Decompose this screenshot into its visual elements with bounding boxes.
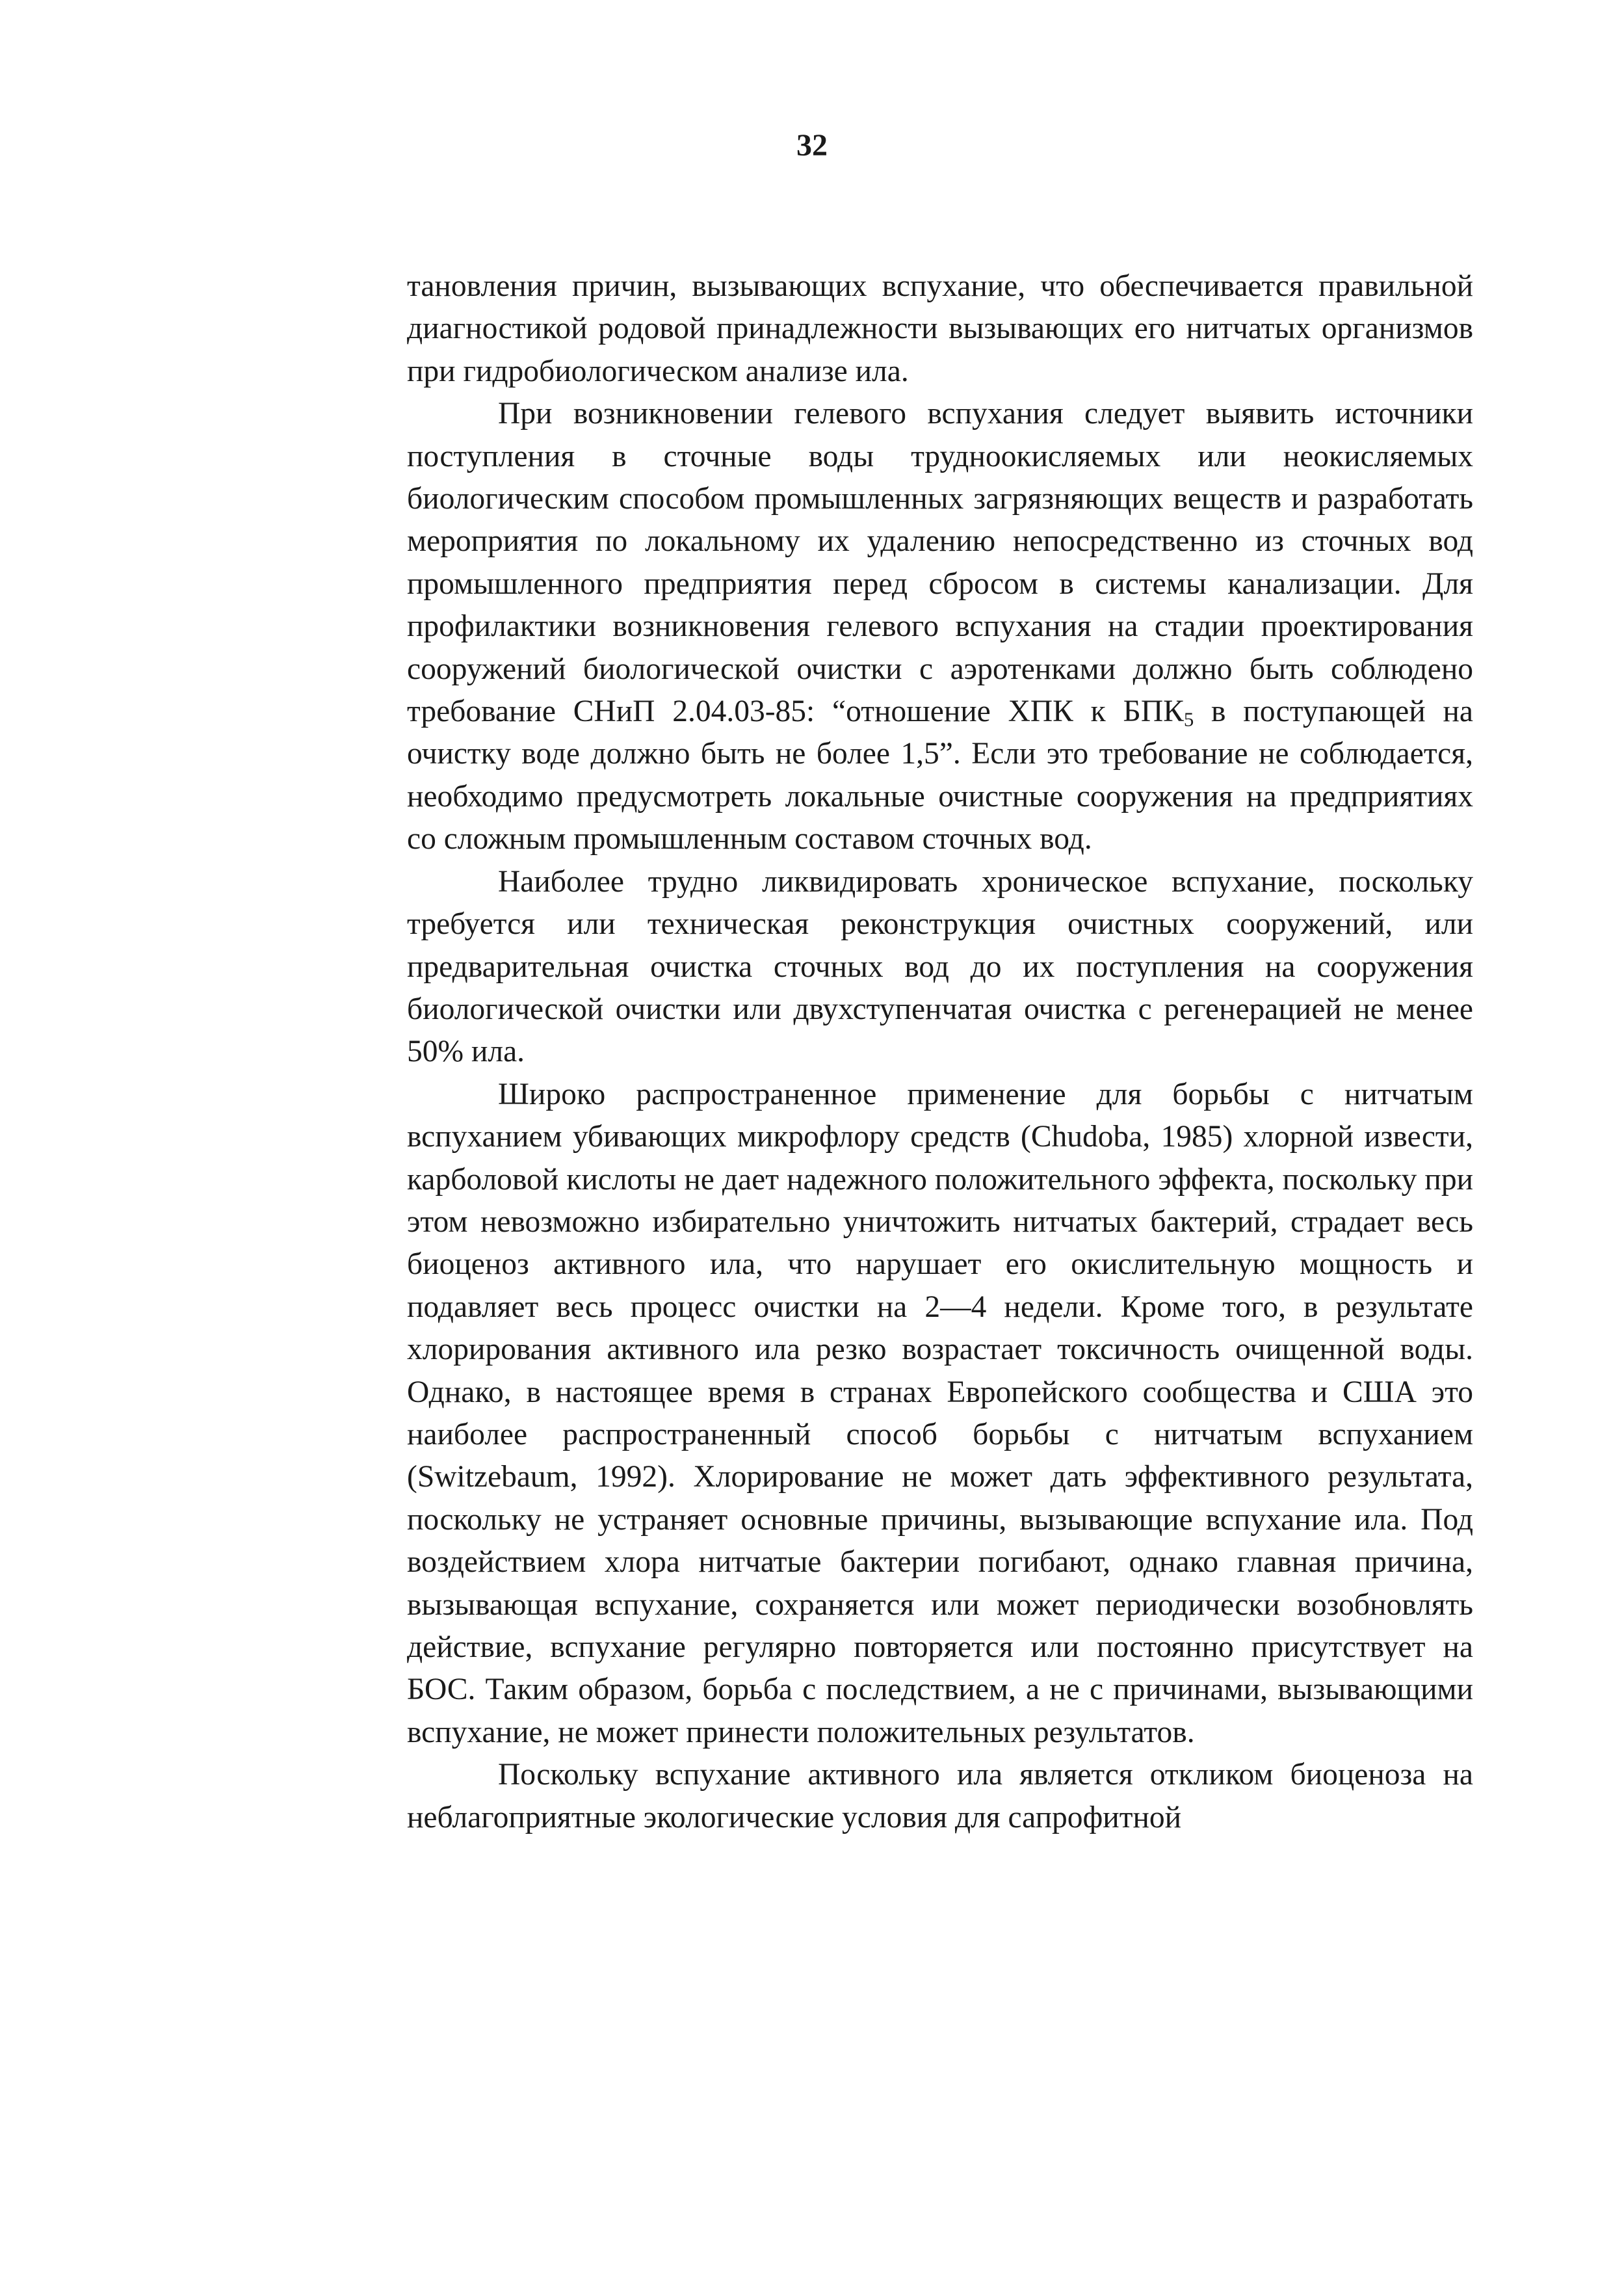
paragraph-text: Наиболее трудно ликвидировать хроническое вспухание, поскольку требуется или техническая реконструкция очистных сооружений, или предварительная очистка сточных вод до их поступления на сооружения биологической очистки или двухступенчатая очистка с регенерацией не менее 50% ила.: [407, 864, 1473, 1069]
subscript: 5: [1183, 708, 1194, 731]
paragraph-text: Поскольку вспухание активного ила является откликом биоценоза на неблагоприятные экологические условия для сапрофитной: [407, 1758, 1473, 1834]
paragraph-text: Широко распространенное применение для борьбы с нитчатым вспуханием убивающих микрофлору средств (Chudoba, 1985) хлорной извести, карболовой кислоты не дает надежного положительного эффекта, поскольку при этом невозможно избирательно уничтожить нитчатых бактерий, страдает весь биоценоз активного ила, что нарушает его окислительную мощность и подавляет весь процесс очистки на 2—4 недели. Кроме того, в результате хлорирования активного ила резко возрастает токсичность очищенной воды. Однако, в настоящее время в странах Европейского сообщества и США это наиболее распространенный способ борьбы с нитчатым вспуханием (Switzebaum, 1992). Хлорирование не может дать эффективного результата, поскольку не устраняет основные причины, вызывающие вспухание ила. Под воздействием хлора нитчатые бактерии погибают, однако главная причина, вызывающая вспухание, сохраняется или может периодически возобновлять действие, вспухание регулярно повторяется или постоянно присутствует на БОС. Таким образом, борьба с последствием, а не с причинами, вызывающими вспухание, не может принести положительных результатов.: [407, 1077, 1473, 1749]
paragraph-text: в поступающей на очистку воде должно быть не более 1,5”. Если это требование не соблюдается, необходимо предусмотреть локальные очистные сооружения на предприятиях со сложным промышленным составом сточных вод.: [407, 695, 1473, 856]
paragraph-text: тановления причин, вызывающих вспухание, что обеспечивается правильной диагностикой родовой принадлежности вызывающих его нитчатых организмов при гидробиологическом анализе ила.: [407, 269, 1473, 388]
paragraph-1: [407, 265, 1473, 393]
body-text: [407, 265, 1473, 1839]
page-number: 32: [796, 128, 828, 163]
paragraph-text: При возникновении гелевого вспухания следует выявить источники поступления в сточные воды трудноокисляемых или неокисляемых биологическим способом промышленных загрязняющих веществ и разработать мероприятия по локальному их удалению непосредственно из сточных вод промышленного предприятия перед сбросом в системы канализации. Для профилактики возникновения гелевого вспухания на стадии проектирования сооружений биологической очистки с аэротенками должно быть соблюдено требование СНиП 2.04.03-85: “отношение ХПК к БПК: [407, 397, 1473, 729]
paragraph-4: [407, 1074, 1473, 1754]
paragraph-3: [407, 861, 1473, 1074]
paragraph-2: [407, 393, 1473, 860]
paragraph-5: [407, 1754, 1473, 1839]
